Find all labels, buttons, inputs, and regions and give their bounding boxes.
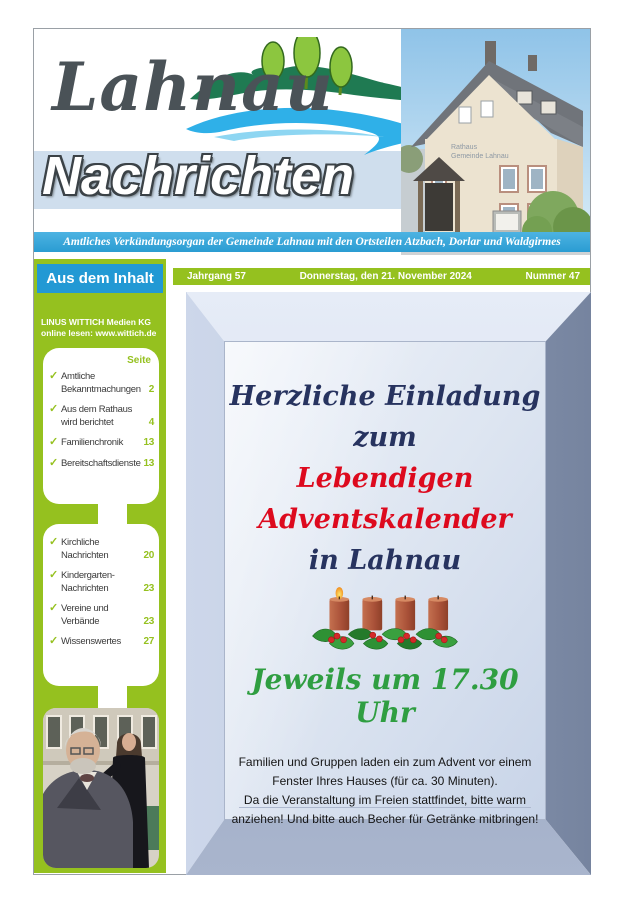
invitation-panel xyxy=(224,341,546,826)
check-icon: ✓ xyxy=(49,370,58,382)
porch-post xyxy=(418,181,423,233)
toc-label: Kindergarten- xyxy=(61,570,115,581)
toc-rows-1 xyxy=(49,370,154,470)
toc-box-1 xyxy=(43,348,159,504)
invitation-time: Jeweils um 17.30 Uhr xyxy=(251,663,519,729)
toc-page-number: 23 xyxy=(143,615,154,627)
check-icon: ✓ xyxy=(49,635,58,647)
toc-row xyxy=(49,417,154,430)
toc-box-2 xyxy=(43,524,159,686)
advent-wreath-graphic xyxy=(305,587,465,655)
candles xyxy=(329,596,448,631)
toc-page-number: 23 xyxy=(143,582,154,594)
toc-page-number: 13 xyxy=(143,437,154,448)
toc-page-number: 2 xyxy=(148,383,154,395)
body-line: Da die Veranstaltung im Freien stattfindet, bitte warm xyxy=(243,793,527,807)
rathaus-photo xyxy=(401,29,590,255)
toc-label: Verbände xyxy=(61,615,100,627)
subtitle-banner: Amtliches Verkündungsorgan der Gemeinde Lahnau mit den Ortsteilen Atzbach, Dorlar und Waldgirmes xyxy=(34,232,590,252)
masthead xyxy=(34,29,590,255)
toc-label: Nachrichten xyxy=(61,582,109,594)
page-column-header: Seite xyxy=(127,355,151,366)
toc-row xyxy=(49,370,154,384)
water-highlight xyxy=(214,130,384,142)
toc-label: Bekanntmachungen xyxy=(61,383,141,395)
invitation-title-line: Herzliche Einladung xyxy=(229,381,541,412)
check-icon: ✓ xyxy=(49,436,58,448)
chimney xyxy=(528,55,537,71)
dateline-bar xyxy=(173,268,590,285)
wall-text-line1: Rathaus xyxy=(451,144,478,151)
invitation-title-line: Lebendigen xyxy=(296,463,474,494)
invitation-frame xyxy=(186,292,591,875)
toc-row xyxy=(49,635,154,649)
check-icon: ✓ xyxy=(49,569,58,581)
panel-bottom-rule xyxy=(239,807,531,808)
toc-row xyxy=(49,583,154,596)
porch-post xyxy=(455,181,460,233)
toc-page-number: 13 xyxy=(143,457,154,469)
toc-page-number: 4 xyxy=(148,416,154,428)
toc-rows-2 xyxy=(49,536,154,649)
body-line: anziehen! Und bitte auch Becher für Getränke mitbringen! xyxy=(231,812,539,826)
publisher-url: online lesen: www.wittich.de xyxy=(41,328,157,338)
dormer-window xyxy=(541,101,556,114)
candle-flame xyxy=(336,587,344,599)
logo-word-nachrichten: Nachrichten xyxy=(42,146,355,206)
toc-page-number: 20 xyxy=(143,549,154,561)
porch-entry xyxy=(425,183,453,231)
body-line: Familien und Gruppen laden ein zum Advent vor einem xyxy=(238,755,532,769)
issue-number: Nummer 47 xyxy=(525,271,580,282)
publisher-info xyxy=(41,317,156,339)
dormer-window xyxy=(517,91,532,104)
toc-page-number: 27 xyxy=(143,636,154,647)
publisher-name: LINUS WITTICH Medien KG xyxy=(41,317,152,327)
toc-connector xyxy=(98,684,127,710)
issue-date: Donnerstag, den 21. November 2024 xyxy=(299,271,472,282)
toc-row xyxy=(49,536,154,550)
toc-label: Amtliche xyxy=(61,371,96,382)
body-line: Fenster Ihres Hauses (für ca. 30 Minuten). xyxy=(272,774,498,788)
jahrgang-label: Jahrgang 57 xyxy=(187,271,246,282)
toc-label: Wissenswertes xyxy=(61,636,121,647)
people-photo xyxy=(43,708,159,868)
logo-word-lahnau: Lahnau xyxy=(52,48,334,126)
invitation-title-line: zum xyxy=(353,422,417,453)
toc-row xyxy=(49,569,154,583)
check-icon: ✓ xyxy=(49,403,58,415)
toc-label: Familienchronik xyxy=(61,437,124,448)
toc-row xyxy=(49,550,154,563)
invitation-title-line: in Lahnau xyxy=(308,545,462,576)
toc-row xyxy=(49,616,154,629)
toc-row xyxy=(49,457,154,471)
toc-label: wird berichtet xyxy=(61,416,114,428)
toc-row xyxy=(49,403,154,417)
toc-row xyxy=(49,602,154,616)
toc-label: Bereitschaftsdienste xyxy=(61,457,141,469)
toc-label: Nachrichten xyxy=(61,549,109,561)
check-icon: ✓ xyxy=(49,456,58,469)
toc-row xyxy=(49,436,154,450)
toc-label: Vereine und xyxy=(61,603,109,614)
toc-label: Aus dem Rathaus xyxy=(61,404,133,415)
wall-text-line2: Gemeinde Lahnau xyxy=(451,153,509,160)
toc-connector xyxy=(98,502,127,526)
check-icon: ✓ xyxy=(49,602,58,614)
chimney xyxy=(485,41,496,65)
invitation-title-line: Adventskalender xyxy=(258,504,512,535)
toc-label: Kirchliche xyxy=(61,537,100,548)
sidebar-title: Aus dem Inhalt xyxy=(37,264,163,293)
contents-sidebar xyxy=(34,259,166,873)
page-sheet xyxy=(33,28,591,875)
toc-row xyxy=(49,384,154,397)
invitation-body xyxy=(225,753,545,829)
check-icon: ✓ xyxy=(49,536,58,548)
